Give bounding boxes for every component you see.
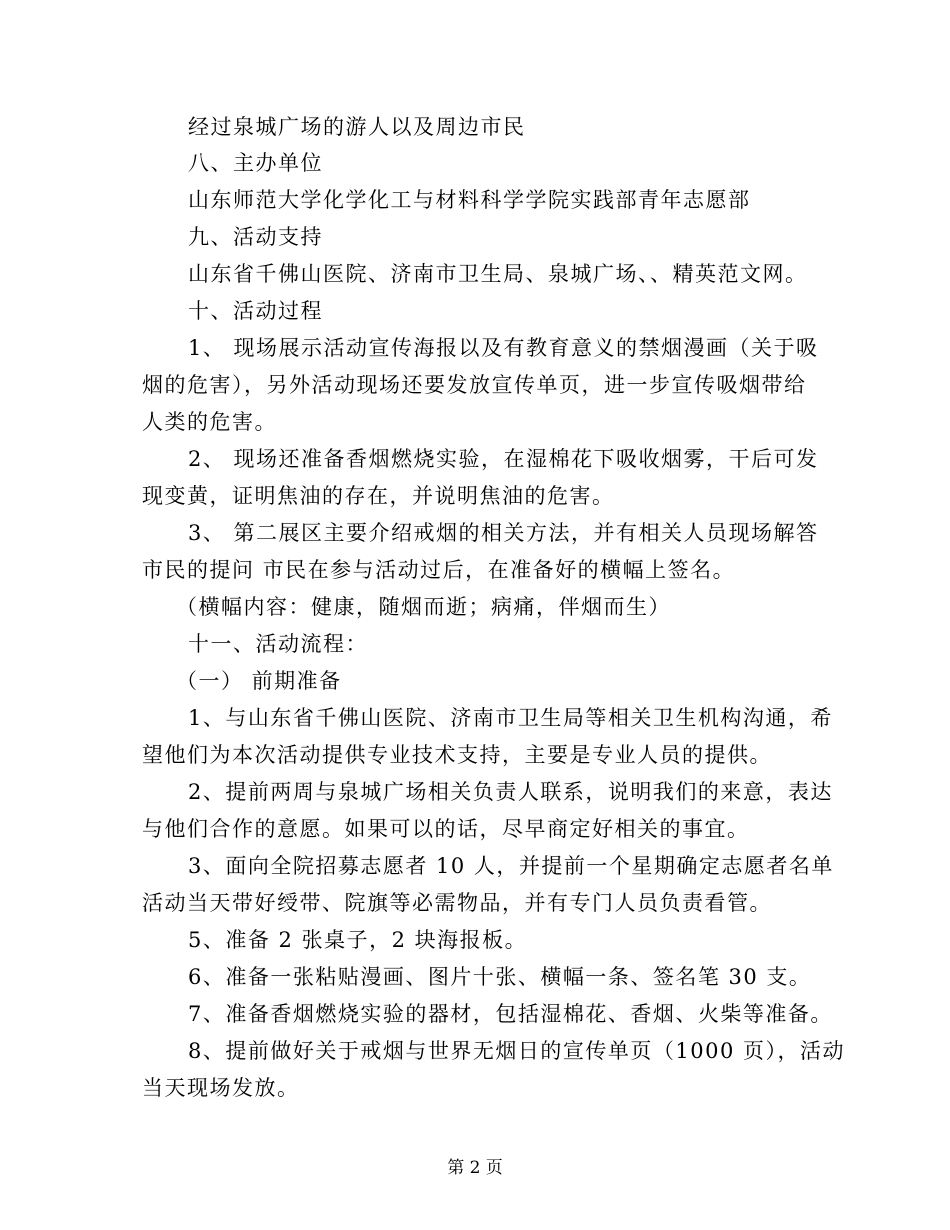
- text-line-prep-2a: 2、提前两周与泉城广场相关负责人联系，说明我们的来意，表达: [188, 780, 833, 804]
- heading-support: 九、活动支持: [188, 225, 323, 249]
- text-line-banner-content: （横幅内容：健康，随烟而逝；病痛，伴烟而生）: [176, 595, 671, 619]
- text-line-prep-3a: 3、面向全院招募志愿者 10 人，并提前一个星期确定志愿者名单: [188, 854, 834, 878]
- text-line-prep-7: 7、准备香烟燃烧实验的器材，包括湿棉花、香烟、火柴等准备。: [188, 1002, 833, 1026]
- text-line-process-3b: 市民的提问 市民在参与活动过后，在准备好的横幅上签名。: [142, 558, 736, 582]
- text-line-prep-3b: 活动当天带好绶带、院旗等必需物品，并有专门人员负责看管。: [142, 891, 772, 915]
- text-line-prep-2b: 与他们合作的意愿。如果可以的话，尽早商定好相关的事宜。: [142, 817, 750, 841]
- text-line-audience: 经过泉城广场的游人以及周边市民: [188, 115, 526, 139]
- text-line-prep-5: 5、准备 2 张桌子，2 块海报板。: [188, 928, 528, 952]
- heading-organizer: 八、主办单位: [188, 151, 323, 175]
- text-line-process-1b: 烟的危害），另外活动现场还要发放宣传单页，进一步宣传吸烟带给: [142, 373, 807, 397]
- text-line-prep-1b: 望他们为本次活动提供专业技术支持，主要是专业人员的提供。: [142, 743, 772, 767]
- text-line-process-2a: 2、 现场还准备香烟燃烧实验，在湿棉花下吸收烟雾，干后可发: [188, 447, 819, 471]
- text-line-process-3a: 3、 第二展区主要介绍戒烟的相关方法，并有相关人员现场解答: [188, 521, 819, 545]
- page-number: 第 2 页: [447, 1158, 503, 1178]
- text-line-prep-8a: 8、提前做好关于戒烟与世界无烟日的宣传单页（1000 页），活动: [188, 1039, 845, 1063]
- subheading-preparation: （一） 前期准备: [176, 669, 342, 693]
- text-line-prep-6: 6、准备一张粘贴漫画、图片十张、横幅一条、签名笔 30 支。: [188, 965, 812, 989]
- heading-flow: 十一、活动流程：: [188, 632, 368, 656]
- heading-process: 十、活动过程: [188, 299, 323, 323]
- text-line-process-1c: 人类的危害。: [142, 410, 277, 434]
- text-line-prep-8b: 当天现场发放。: [142, 1076, 300, 1100]
- text-line-process-2b: 现变黄，证明焦油的存在，并说明焦油的危害。: [142, 484, 615, 508]
- text-line-process-1a: 1、 现场展示活动宣传海报以及有教育意义的禁烟漫画（关于吸: [188, 336, 819, 360]
- text-line-prep-1a: 1、与山东省千佛山医院、济南市卫生局等相关卫生机构沟通，希: [188, 706, 833, 730]
- text-line-organizer: 山东师范大学化学化工与材料科学学院实践部青年志愿部: [188, 188, 751, 212]
- text-line-support: 山东省千佛山医院、济南市卫生局、泉城广场、、精英范文网。: [188, 262, 808, 286]
